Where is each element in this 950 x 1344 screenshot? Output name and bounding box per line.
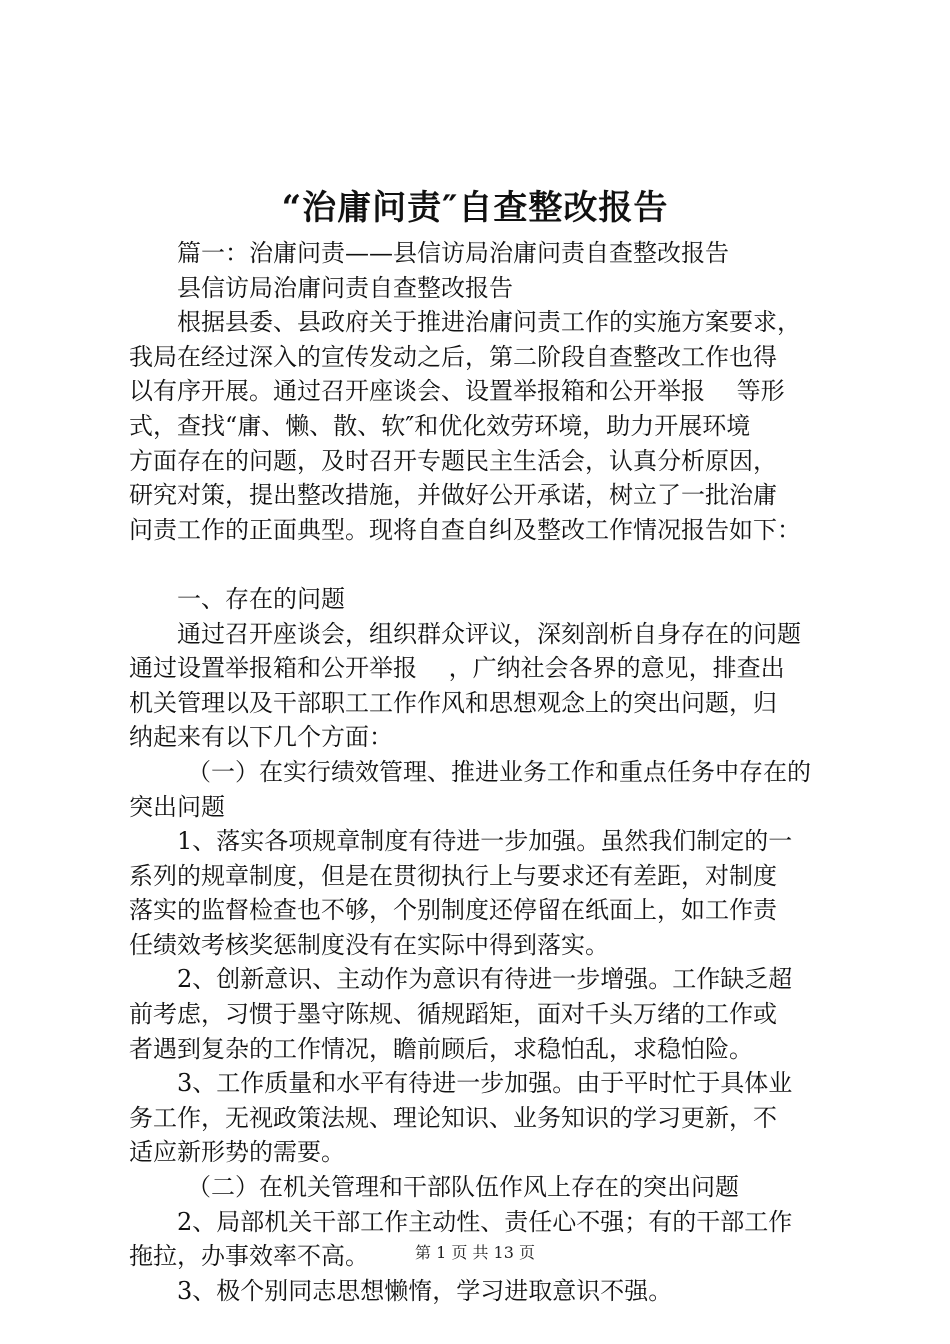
text-line: 3、极个别同志思想懒惰，学习进取意识不强。 [177,1276,673,1305]
text-line: 通过设置举报箱和公开举报 ，广纳社会各界的意见，排查出 [129,654,785,683]
paragraph-gap [129,547,839,582]
text-line: 我局在经过深入的宣传发动之后，第二阶段自查整改工作也得 [129,342,777,371]
text-line: 以有序开展。通过召开座谈会、设置举报箱和公开举报 等形 [129,377,785,406]
text-line: 篇一：治庸问责——县信访局治庸问责自查整改报告 [177,239,729,267]
text-line: 1、落实各项规章制度有待进一步加强。虽然我们制定的一 [177,827,793,856]
text-line: 通过召开座谈会，组织群众评议，深刻剖析自身存在的问题 [177,619,801,648]
subsection-heading: （二）在机关管理和干部队伍作风上存在的突出问题 [187,1173,739,1202]
text-line: 务工作，无视政策法规、理论知识、业务知识的学习更新，不 [129,1103,777,1132]
text-line: 县信访局治庸问责自查整改报告 [177,273,513,302]
text-line: 问责工作的正面典型。现将自查自纠及整改工作情况报告如下： [129,515,801,544]
text-line: 适应新形势的需要。 [129,1138,345,1167]
document-title: “治庸问责″自查整改报告 [281,188,669,228]
section-heading: 一、存在的问题 [177,584,345,613]
text-line: 2、局部机关干部工作主动性、责任心不强；有的干部工作 [177,1207,793,1236]
text-line: 前考虑，习惯于墨守陈规、循规蹈矩，面对千头万绪的工作或 [129,1000,777,1029]
text-line: 式，查找“庸、懒、散、软″和优化效劳环境，助力开展环境 [129,411,751,440]
text-line: 者遇到复杂的工作情况，瞻前顾后，求稳怕乱，求稳怕险。 [129,1034,753,1063]
text-line: 方面存在的问题，及时召开专题民主生活会，认真分析原因， [129,446,777,475]
text-line: 机关管理以及干部职工工作作风和思想观念上的突出问题，归 [129,688,777,717]
text-line: 纳起来有以下几个方面： [129,723,393,752]
text-line: 任绩效考核奖惩制度没有在实际中得到落实。 [129,930,609,959]
document-body [129,236,839,1308]
text-line: 根据县委、县政府关于推进治庸问责工作的实施方案要求， [177,308,801,337]
page-footer: 第 1 页 共 13 页 [415,1243,535,1262]
text-line: 3、工作质量和水平有待进一步加强。由于平时忙于具体业 [177,1069,793,1098]
text-line: 落实的监督检查也不够，个别制度还停留在纸面上，如工作责 [129,896,777,925]
text-line: 系列的规章制度，但是在贯彻执行上与要求还有差距，对制度 [129,861,777,890]
subsection-heading: （一）在实行绩效管理、推进业务工作和重点任务中存在的 [187,757,811,786]
text-line: 突出问题 [129,792,225,821]
text-line: 拖拉，办事效率不高。 [129,1242,369,1271]
text-line: 研究对策，提出整改措施，并做好公开承诺，树立了一批治庸 [129,481,777,510]
text-line: 2、创新意识、主动作为意识有待进一步增强。工作缺乏超 [177,965,793,994]
